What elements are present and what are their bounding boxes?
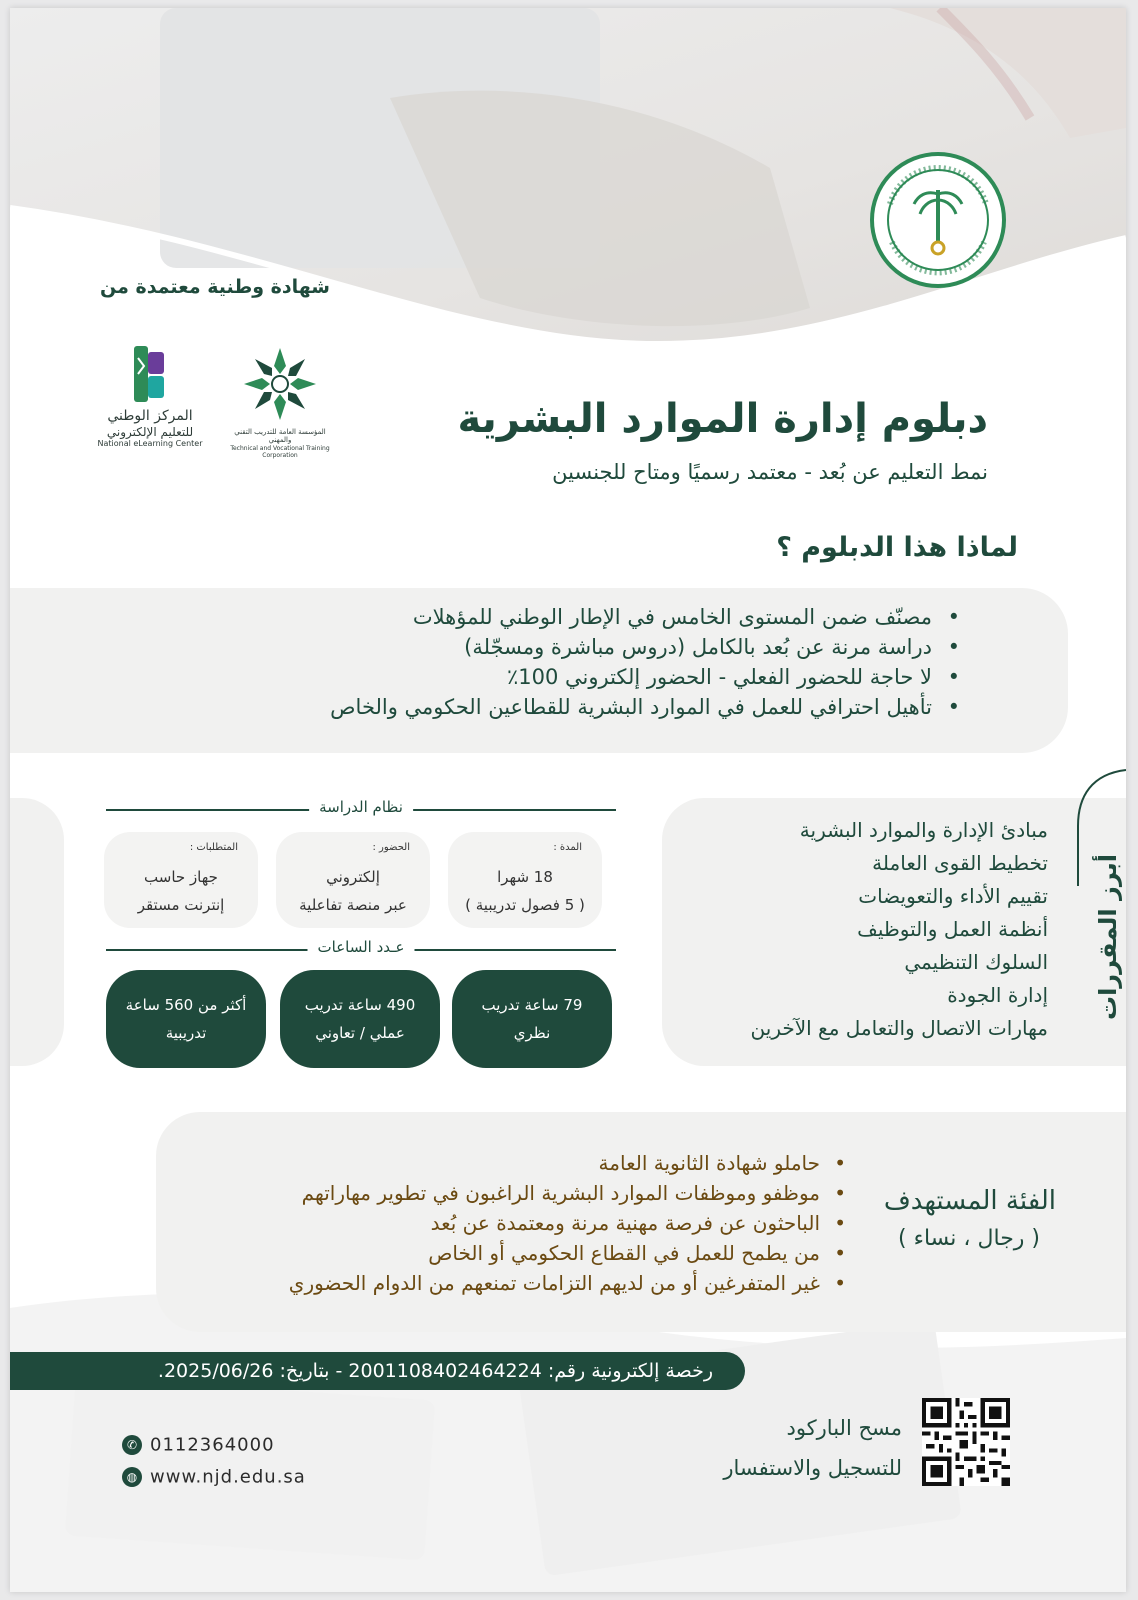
phone-number: 0112364000 bbox=[150, 1434, 275, 1456]
course-item: أنظمة العمل والتوظيف bbox=[857, 917, 1048, 941]
why-item: • مصنّف ضمن المستوى الخامس في الإطار الوطني للمؤهلات bbox=[330, 602, 960, 632]
registration-qr-code[interactable] bbox=[922, 1398, 1010, 1486]
phone-contact[interactable] bbox=[122, 1434, 275, 1456]
attendance-caption: الحضور : bbox=[372, 842, 410, 853]
side-strip bbox=[10, 798, 64, 1066]
target-item: • موظفو وموظفات الموارد البشرية الراغبون في تطوير مهاراتهم bbox=[289, 1178, 846, 1208]
theory-hours-card bbox=[452, 970, 612, 1068]
practical-hours-label: عملي / تعاوني bbox=[315, 1024, 405, 1042]
total-hours-label: تدريبية bbox=[165, 1024, 207, 1042]
license-text: رخصة إلكترونية رقم: 2001108402464224 - بتاريخ: 2025/06/26. bbox=[157, 1360, 713, 1382]
target-gender: ( رجال ، نساء ) bbox=[898, 1226, 1040, 1251]
total-hours-value: أكثر من 560 ساعة bbox=[125, 996, 247, 1014]
duration-caption: المدة : bbox=[553, 842, 582, 853]
nelc-logo bbox=[90, 344, 210, 464]
globe-icon: ◍ bbox=[122, 1467, 142, 1487]
duration-card bbox=[448, 832, 602, 928]
requirements-card bbox=[104, 832, 258, 928]
diploma-subtitle: نمط التعليم عن بُعد - معتمد رسميًا ومتاح للجنسين bbox=[552, 460, 988, 484]
why-item: • لا حاجة للحضور الفعلي - الحضور إلكتروني 100٪ bbox=[330, 662, 960, 692]
practical-hours-card bbox=[280, 970, 440, 1068]
attendance-detail: عبر منصة تفاعلية bbox=[299, 896, 407, 914]
nelc-line2: للتعليم الإلكتروني bbox=[106, 424, 194, 439]
nelc-emblem-icon bbox=[132, 344, 168, 404]
course-item: مبادئ الإدارة والموارد البشرية bbox=[799, 818, 1048, 842]
why-item: • دراسة مرنة عن بُعد بالكامل (دروس مباشرة ومسجّلة) bbox=[330, 632, 960, 662]
course-item: إدارة الجودة bbox=[947, 983, 1048, 1007]
target-item: • الباحثون عن فرصة مهنية مرنة ومعتمدة عن بُعد bbox=[289, 1208, 846, 1238]
requirements-caption: المتطلبات : bbox=[189, 842, 238, 853]
website-url: www.njd.edu.sa bbox=[150, 1466, 306, 1488]
target-list bbox=[289, 1148, 846, 1298]
attendance-card bbox=[276, 832, 430, 928]
phone-icon: ✆ bbox=[122, 1435, 142, 1455]
theory-hours-label: نظري bbox=[513, 1024, 551, 1042]
hours-heading bbox=[106, 938, 616, 960]
tvtc-emblem-icon bbox=[240, 344, 320, 424]
courses-list bbox=[751, 814, 1048, 1045]
target-item: • غير المتفرغين أو من لديهم التزامات تمنعهم من الدوام الحضوري bbox=[289, 1268, 846, 1298]
course-item: تخطيط القوى العاملة bbox=[872, 851, 1048, 875]
why-list bbox=[330, 602, 960, 722]
requirements-detail: إنترنت مستقر bbox=[137, 896, 225, 914]
course-item: تقييم الأداء والتعويضات bbox=[858, 884, 1048, 908]
target-title: الفئة المستهدف bbox=[883, 1186, 1056, 1216]
duration-detail: ( 5 فصول تدريبية ) bbox=[465, 896, 585, 914]
tvtc-logo bbox=[225, 344, 335, 464]
nelc-name-en: National eLearning Center bbox=[97, 439, 203, 449]
duration-value: 18 شهرا bbox=[497, 868, 553, 886]
course-item: مهارات الاتصال والتعامل مع الآخرين bbox=[750, 1016, 1048, 1040]
target-item: • حاملو شهادة الثانوية العامة bbox=[289, 1148, 846, 1178]
hours-title: عـدد الساعات bbox=[308, 938, 415, 956]
accreditation-label: شهادة وطنية معتمدة من bbox=[100, 276, 330, 298]
courses-title: أبرز المقررات bbox=[1094, 854, 1122, 1021]
practical-hours-value: 490 ساعة تدريب bbox=[304, 996, 416, 1014]
course-item: السلوك التنظيمي bbox=[904, 950, 1048, 974]
qr-caption-line2: للتسجيل والاستفسار bbox=[723, 1456, 902, 1480]
why-item: • تأهيل احترافي للعمل في الموارد البشرية للقطاعين الحكومي والخاص bbox=[330, 692, 960, 722]
study-system-heading bbox=[106, 798, 616, 820]
nelc-line1: المركز الوطني bbox=[107, 408, 193, 424]
diploma-title: دبلوم إدارة الموارد البشرية bbox=[457, 396, 988, 442]
total-hours-card bbox=[106, 970, 266, 1068]
license-bar bbox=[10, 1352, 745, 1390]
requirements-value: جهاز حاسب bbox=[144, 868, 218, 886]
institute-seal bbox=[868, 150, 1008, 290]
website-contact[interactable] bbox=[122, 1466, 306, 1488]
tvtc-name-ar: المؤسسة العامة للتدريب التقني والمهني bbox=[234, 428, 326, 445]
attendance-value: إلكتروني bbox=[326, 868, 380, 886]
study-system-title: نظام الدراسة bbox=[309, 798, 413, 816]
target-item: • من يطمح للعمل في القطاع الحكومي أو الخاص bbox=[289, 1238, 846, 1268]
flyer-page bbox=[10, 8, 1126, 1592]
tvtc-name-en: Technical and Vocational Training Corporation bbox=[230, 444, 330, 459]
why-title: لماذا هذا الدبلوم ؟ bbox=[776, 532, 1018, 563]
qr-caption-line1: مسح الباركود bbox=[786, 1416, 902, 1440]
theory-hours-value: 79 ساعة تدريب bbox=[481, 996, 583, 1014]
